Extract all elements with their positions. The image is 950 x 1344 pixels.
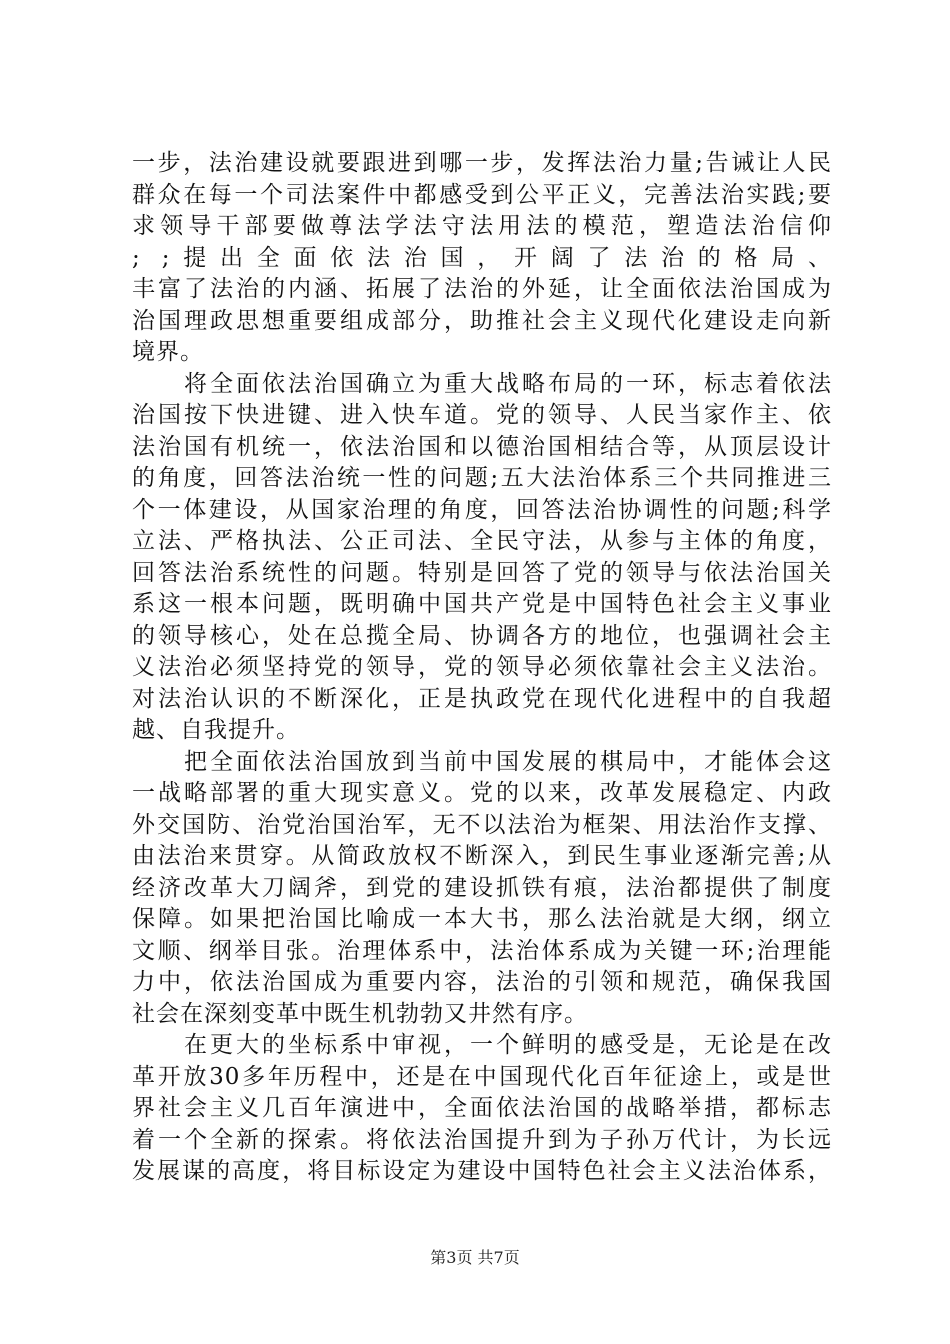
text-line: 的角度，回答法治统一性的问题;五大法治体系三个共同推进三: [132, 465, 832, 491]
text-line: 发展谋的高度，将目标设定为建设中国特色社会主义法治体系，: [132, 1158, 832, 1184]
text-line: 一步，法治建设就要跟进到哪一步，发挥法治力量;告诫让人民: [132, 150, 832, 176]
text-line: ; ;提出全面依法治国，开阔了法治的格局、: [132, 244, 832, 271]
text-line: 外交国防、治党治国治军，无不以法治为框架、用法治作支撑、: [132, 811, 832, 838]
text-line: 力中，依法治国成为重要内容，法治的引领和规范，确保我国: [132, 969, 832, 995]
text-line: 在更大的坐标系中审视，一个鲜明的感受是，无论是在改: [132, 1032, 832, 1058]
body-text: [132, 148, 832, 1188]
text-line: 系这一根本问题，既明确中国共产党是中国特色社会主义事业: [132, 591, 832, 617]
text-line: 对法治认识的不断深化，正是执政党在现代化进程中的自我超: [132, 685, 832, 712]
text-line: 界社会主义几百年演进中，全面依法治国的战略举措，都标志: [132, 1095, 832, 1121]
text-line: 革开放30多年历程中，还是在中国现代化百年征途上，或是世: [132, 1063, 832, 1090]
text-line: 的领导核心，处在总揽全局、协调各方的地位，也强调社会主: [132, 622, 832, 649]
text-line: 立法、严格执法、公正司法、全民守法，从参与主体的角度，: [132, 528, 832, 554]
text-line: 治国理政思想重要组成部分，助推社会主义现代化建设走向新: [132, 307, 832, 334]
text-line: 一战略部署的重大现实意义。党的以来，改革发展稳定、内政: [132, 780, 832, 806]
page-footer: 第3页 共7页: [430, 1248, 520, 1267]
text-line: 由法治来贯穿。从简政放权不断深入，到民生事业逐渐完善;从: [132, 843, 832, 869]
text-line: 求领导干部要做尊法学法守法用法的模范，塑造法治信仰: [132, 213, 832, 239]
text-line: 回答法治系统性的问题。特别是回答了党的领导与依法治国关: [132, 559, 832, 586]
text-line: 经济改革大刀阔斧，到党的建设抓铁有痕，法治都提供了制度: [132, 874, 832, 901]
text-line: 将全面依法治国确立为重大战略布局的一环，标志着依法: [132, 370, 832, 397]
text-line: 境界。: [132, 339, 204, 365]
text-line: 把全面依法治国放到当前中国发展的棋局中，才能体会这: [132, 748, 832, 775]
text-line: 个一体建设，从国家治理的角度，回答法治协调性的问题;科学: [132, 496, 832, 523]
text-line: 文顺、纲举目张。治理体系中，法治体系成为关键一环;治理能: [132, 937, 832, 964]
text-line: 保障。如果把治国比喻成一本大书，那么法治就是大纲，纲立: [132, 906, 832, 932]
text-line: 群众在每一个司法案件中都感受到公平正义，完善法治实践;要: [132, 181, 832, 208]
text-line: 丰富了法治的内涵、拓展了法治的外延，让全面依法治国成为: [132, 276, 832, 302]
text-line: 法治国有机统一，依法治国和以德治国相结合等，从顶层设计: [132, 433, 832, 460]
text-line: 义法治必须坚持党的领导，党的领导必须依靠社会主义法治。: [132, 654, 832, 680]
text-line: 治国按下快进键、进入快车道。党的领导、人民当家作主、依: [132, 402, 832, 428]
text-line: 社会在深刻变革中既生机勃勃又井然有序。: [132, 1000, 588, 1027]
text-line: 越、自我提升。: [132, 717, 300, 743]
text-line: 着一个全新的探索。将依法治国提升到为子孙万代计，为长远: [132, 1126, 832, 1153]
